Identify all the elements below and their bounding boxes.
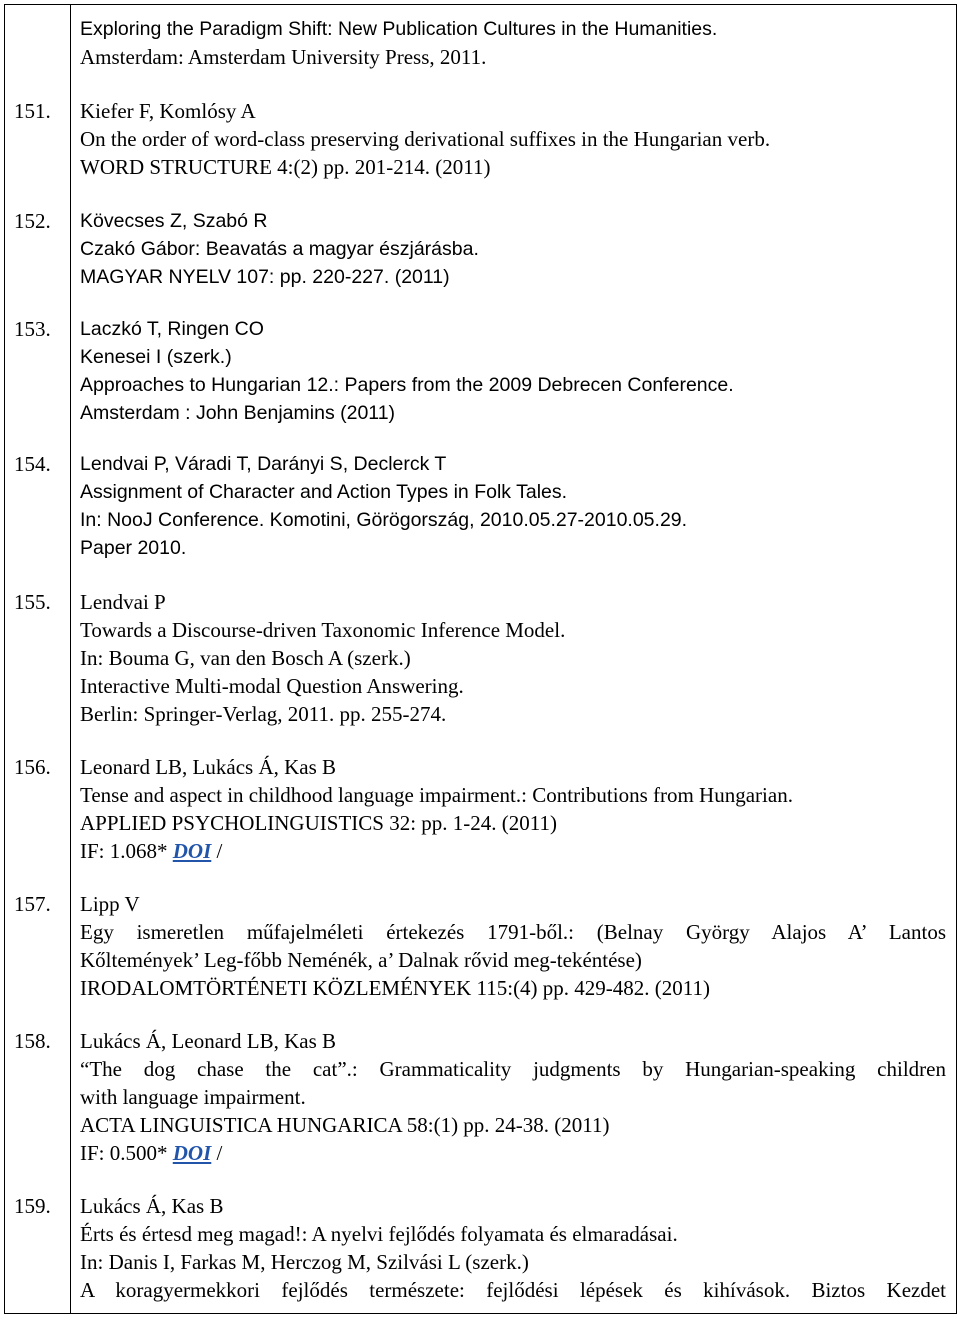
entry-venue: In: NooJ Conference. Komotini, Görögország, 2010.05.27-2010.05.29. [80, 509, 688, 531]
entry-158 [71, 1027, 956, 1167]
entry-authors: Lendvai P, Váradi T, Darányi S, Declerck T [80, 453, 447, 475]
entry-authors: Lendvai P [80, 590, 166, 614]
entry-152 [71, 207, 956, 291]
entry-number: 157. [14, 892, 51, 916]
entry-source: Berlin: Springer-Verlag, 2011. pp. 255-274. [80, 702, 447, 726]
continuation-entry [71, 15, 956, 71]
entry-157 [71, 890, 956, 1002]
entry-151 [71, 97, 956, 181]
entry-book: Interactive Multi-modal Question Answering. [80, 674, 464, 698]
entry-number: 152. [14, 209, 51, 233]
entry-authors: Kövecses Z, Szabó R [80, 210, 268, 232]
impact-factor: IF: 0.500* [80, 1141, 173, 1165]
content-column [71, 5, 957, 1314]
entry-impact [71, 1139, 956, 1167]
entry-source: ACTA LINGUISTICA HUNGARICA 58:(1) pp. 24-38. (2011) [80, 1113, 610, 1137]
number-column-inner [5, 5, 70, 1311]
entry-number: 158. [14, 1029, 51, 1053]
impact-factor: IF: 1.068* [80, 839, 173, 863]
number-column [5, 5, 71, 1314]
entry-number: 159. [14, 1194, 51, 1218]
entry-title: Approaches to Hungarian 12.: Papers from the 2009 Debrecen Conference. [80, 374, 734, 396]
entry-title: Tense and aspect in childhood language impairment.: Contributions from Hungarian. [80, 783, 793, 807]
doi-link[interactable]: DOI [172, 1141, 212, 1165]
entry-title-line: Kőltemények’ Leg-főbb Neménék, a’ Dalnak rővid meg-tekéntése) [80, 948, 642, 972]
entry-authors: Leonard LB, Lukács Á, Kas B [80, 755, 337, 779]
entry-authors: Lipp V [80, 892, 140, 916]
continuation-line: Amsterdam: Amsterdam University Press, 2011. [80, 45, 487, 69]
entry-source: IRODALOMTÖRTÉNETI KÖZLEMÉNYEK 115:(4) pp. 429-482. (2011) [80, 976, 710, 1000]
entry-title: Towards a Discourse-driven Taxonomic Inference Model. [80, 618, 566, 642]
entry-number: 156. [14, 755, 51, 779]
entry-title-line: with language impairment. [80, 1085, 306, 1109]
entry-impact [71, 837, 956, 865]
entry-153 [71, 315, 956, 427]
entry-source: Paper 2010. [80, 537, 187, 559]
entry-authors: Lukács Á, Leonard LB, Kas B [80, 1029, 337, 1053]
entry-155 [71, 588, 956, 728]
entry-159 [71, 1192, 956, 1304]
entry-authors: Laczkó T, Ringen CO [80, 318, 264, 340]
entry-editors: Kenesei I (szerk.) [80, 346, 232, 368]
entry-title-line: “The dog chase the cat”.: Grammaticality judgments by Hungarian-speaking children [80, 1057, 946, 1081]
entry-source: WORD STRUCTURE 4:(2) pp. 201-214. (2011) [80, 155, 491, 179]
impact-suffix: / [211, 1141, 223, 1165]
entry-number: 155. [14, 590, 51, 614]
entry-156 [71, 753, 956, 865]
entry-book: A koragyermekkori fejlődés természete: fejlődési lépések és kihívások. Biztos Kezdet [80, 1278, 946, 1302]
entry-source: MAGYAR NYELV 107: pp. 220-227. (2011) [80, 266, 450, 288]
entry-number: 151. [14, 99, 51, 123]
entry-editors: In: Bouma G, van den Bosch A (szerk.) [80, 646, 411, 670]
entry-authors: Lukács Á, Kas B [80, 1194, 224, 1218]
impact-suffix: / [211, 839, 223, 863]
publication-table [4, 4, 957, 1314]
entry-editors: In: Danis I, Farkas M, Herczog M, Szilvási L (szerk.) [80, 1250, 529, 1274]
entry-title: Érts és értesd meg magad!: A nyelvi fejlődés folyamata és elmaradásai. [80, 1222, 678, 1246]
doi-link[interactable]: DOI [172, 839, 212, 863]
entry-source: Amsterdam : John Benjamins (2011) [80, 402, 396, 424]
entry-154 [71, 450, 956, 562]
table-row [5, 5, 957, 1314]
entry-number: 153. [14, 317, 51, 341]
entry-source: APPLIED PSYCHOLINGUISTICS 32: pp. 1-24. (2011) [80, 811, 557, 835]
entry-title-line: Egy ismeretlen műfajelméleti értekezés 1791-ből.: (Belnay György Alajos A’ Lantos [80, 920, 946, 944]
entry-title: Assignment of Character and Action Types in Folk Tales. [80, 481, 568, 503]
entry-number: 154. [14, 452, 51, 476]
entry-authors: Kiefer F, Komlósy A [80, 99, 256, 123]
content-column-inner [71, 5, 956, 1311]
continuation-line: Exploring the Paradigm Shift: New Publication Cultures in the Humanities. [80, 18, 718, 40]
entry-title: On the order of word-class preserving derivational suffixes in the Hungarian verb. [80, 127, 771, 151]
entry-title: Czakó Gábor: Beavatás a magyar észjárásba. [80, 238, 479, 260]
